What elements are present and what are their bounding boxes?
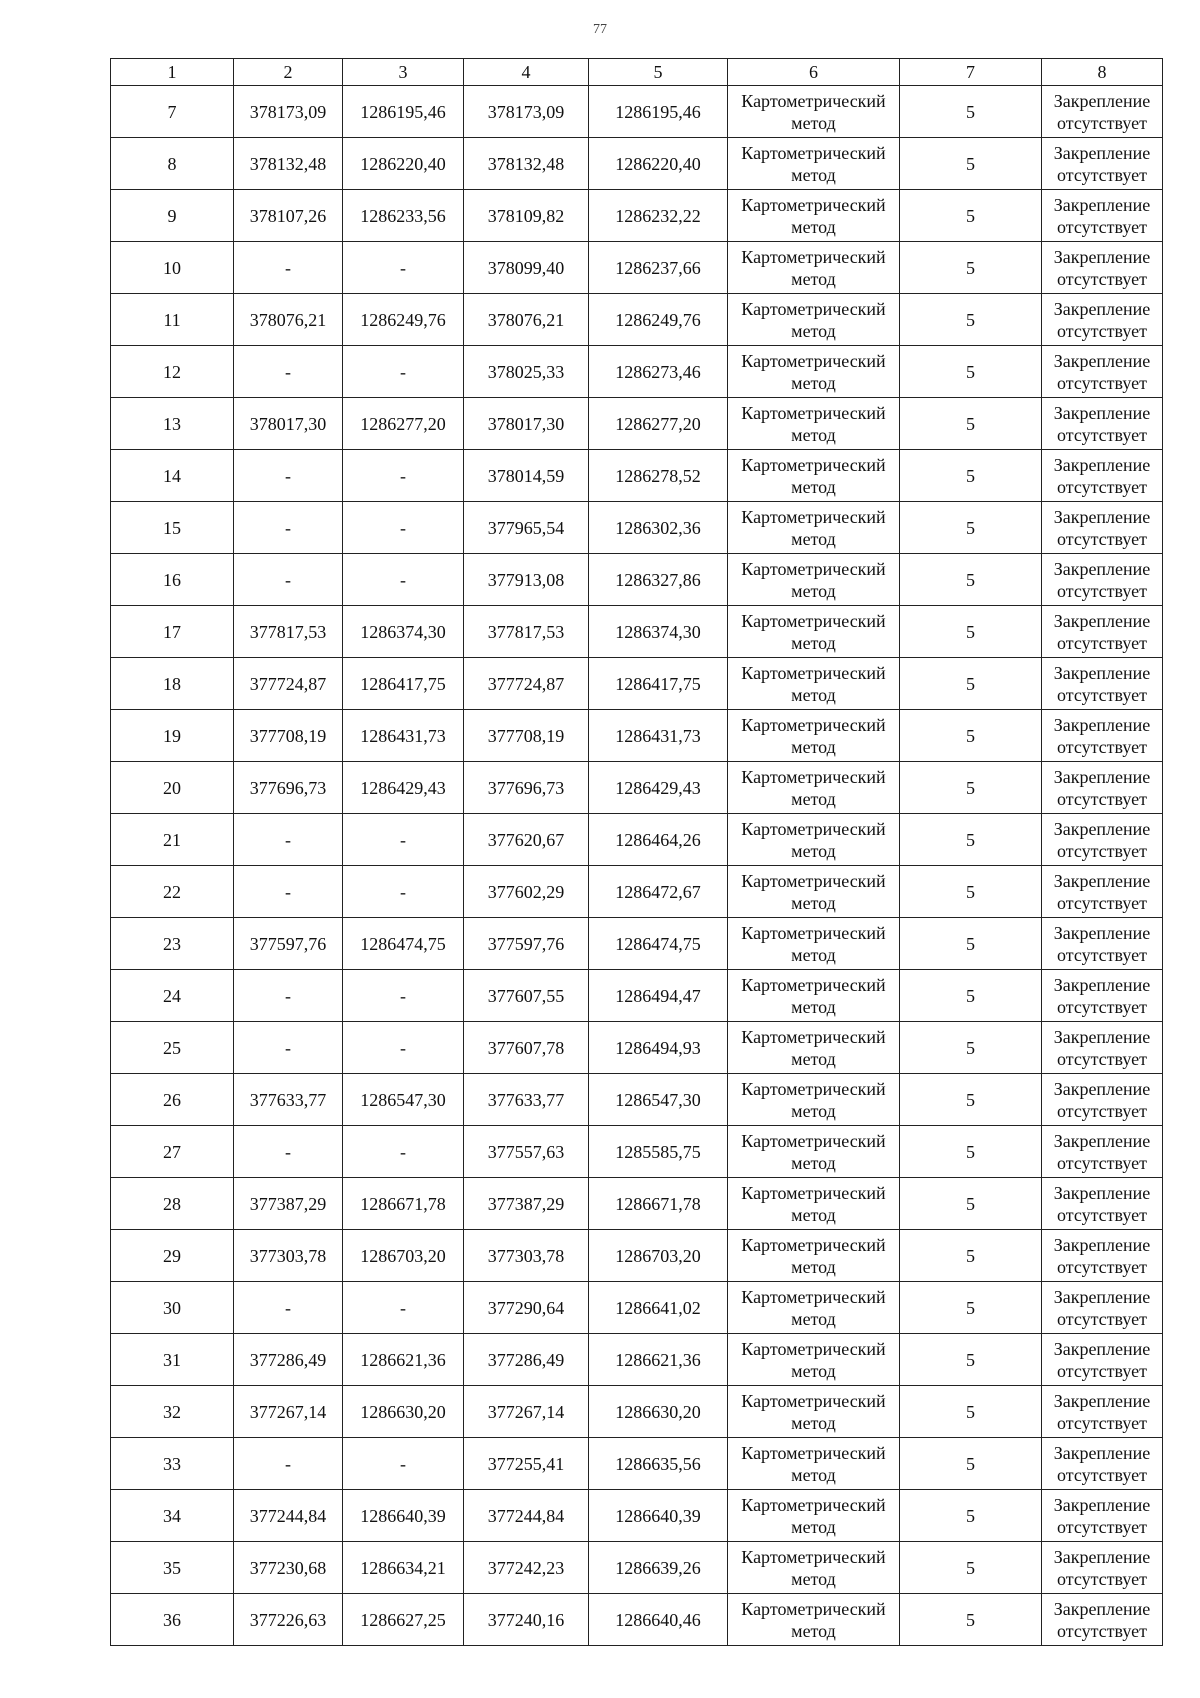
table-row xyxy=(111,1334,1163,1386)
old-x-cell: - xyxy=(234,554,343,606)
column-header: 8 xyxy=(1042,59,1163,86)
table-row xyxy=(111,1490,1163,1542)
new-y-cell: 1286703,20 xyxy=(589,1230,728,1282)
method-cell: Картометрический метод xyxy=(728,138,900,190)
point-number-cell: 32 xyxy=(111,1386,234,1438)
new-x-cell: 377240,16 xyxy=(464,1594,589,1646)
old-x-cell: 377244,84 xyxy=(234,1490,343,1542)
new-x-cell: 377817,53 xyxy=(464,606,589,658)
new-x-cell: 377913,08 xyxy=(464,554,589,606)
new-x-cell: 378076,21 xyxy=(464,294,589,346)
column-header: 6 xyxy=(728,59,900,86)
new-x-cell: 377607,78 xyxy=(464,1022,589,1074)
fixing-cell: Закрепление отсутствует xyxy=(1042,294,1163,346)
old-y-cell: 1286431,73 xyxy=(343,710,464,762)
fixing-cell: Закрепление отсутствует xyxy=(1042,450,1163,502)
table-row xyxy=(111,1178,1163,1230)
table-row xyxy=(111,1438,1163,1490)
accuracy-cell: 5 xyxy=(900,190,1042,242)
table-row xyxy=(111,1126,1163,1178)
old-y-cell: 1286627,25 xyxy=(343,1594,464,1646)
table-row xyxy=(111,1022,1163,1074)
new-y-cell: 1286277,20 xyxy=(589,398,728,450)
accuracy-cell: 5 xyxy=(900,1542,1042,1594)
old-y-cell: - xyxy=(343,1438,464,1490)
table-row xyxy=(111,190,1163,242)
old-y-cell: - xyxy=(343,450,464,502)
table-row xyxy=(111,242,1163,294)
old-x-cell: - xyxy=(234,242,343,294)
accuracy-cell: 5 xyxy=(900,1022,1042,1074)
fixing-cell: Закрепление отсутствует xyxy=(1042,138,1163,190)
old-x-cell: 377230,68 xyxy=(234,1542,343,1594)
fixing-cell: Закрепление отсутствует xyxy=(1042,1438,1163,1490)
fixing-cell: Закрепление отсутствует xyxy=(1042,1334,1163,1386)
accuracy-cell: 5 xyxy=(900,138,1042,190)
new-x-cell: 378099,40 xyxy=(464,242,589,294)
method-cell: Картометрический метод xyxy=(728,1490,900,1542)
new-x-cell: 377602,29 xyxy=(464,866,589,918)
new-y-cell: 1286273,46 xyxy=(589,346,728,398)
new-x-cell: 377557,63 xyxy=(464,1126,589,1178)
old-y-cell: - xyxy=(343,1282,464,1334)
new-x-cell: 378014,59 xyxy=(464,450,589,502)
new-x-cell: 377620,67 xyxy=(464,814,589,866)
accuracy-cell: 5 xyxy=(900,1178,1042,1230)
accuracy-cell: 5 xyxy=(900,1334,1042,1386)
old-y-cell: 1286474,75 xyxy=(343,918,464,970)
new-x-cell: 377633,77 xyxy=(464,1074,589,1126)
new-x-cell: 377267,14 xyxy=(464,1386,589,1438)
old-y-cell: 1286374,30 xyxy=(343,606,464,658)
new-x-cell: 377242,23 xyxy=(464,1542,589,1594)
old-y-cell: 1286233,56 xyxy=(343,190,464,242)
page-number: 77 xyxy=(593,22,607,37)
table-row xyxy=(111,502,1163,554)
point-number-cell: 18 xyxy=(111,658,234,710)
table-row xyxy=(111,398,1163,450)
accuracy-cell: 5 xyxy=(900,762,1042,814)
new-x-cell: 378173,09 xyxy=(464,86,589,138)
old-x-cell: 377696,73 xyxy=(234,762,343,814)
column-header: 3 xyxy=(343,59,464,86)
table-row xyxy=(111,1074,1163,1126)
method-cell: Картометрический метод xyxy=(728,918,900,970)
table-row xyxy=(111,1282,1163,1334)
new-y-cell: 1286635,56 xyxy=(589,1438,728,1490)
old-y-cell: - xyxy=(343,346,464,398)
accuracy-cell: 5 xyxy=(900,1490,1042,1542)
new-y-cell: 1286249,76 xyxy=(589,294,728,346)
new-y-cell: 1286630,20 xyxy=(589,1386,728,1438)
fixing-cell: Закрепление отсутствует xyxy=(1042,554,1163,606)
point-number-cell: 20 xyxy=(111,762,234,814)
new-x-cell: 377286,49 xyxy=(464,1334,589,1386)
point-number-cell: 10 xyxy=(111,242,234,294)
new-x-cell: 377290,64 xyxy=(464,1282,589,1334)
old-x-cell: 377387,29 xyxy=(234,1178,343,1230)
accuracy-cell: 5 xyxy=(900,1594,1042,1646)
new-y-cell: 1286621,36 xyxy=(589,1334,728,1386)
method-cell: Картометрический метод xyxy=(728,814,900,866)
method-cell: Картометрический метод xyxy=(728,1594,900,1646)
old-y-cell: 1286195,46 xyxy=(343,86,464,138)
accuracy-cell: 5 xyxy=(900,710,1042,762)
new-y-cell: 1286302,36 xyxy=(589,502,728,554)
old-x-cell: - xyxy=(234,450,343,502)
old-x-cell: 377303,78 xyxy=(234,1230,343,1282)
old-x-cell: - xyxy=(234,814,343,866)
old-x-cell: 377267,14 xyxy=(234,1386,343,1438)
table-row xyxy=(111,86,1163,138)
point-number-cell: 16 xyxy=(111,554,234,606)
fixing-cell: Закрепление отсутствует xyxy=(1042,710,1163,762)
method-cell: Картометрический метод xyxy=(728,1438,900,1490)
point-number-cell: 21 xyxy=(111,814,234,866)
method-cell: Картометрический метод xyxy=(728,1022,900,1074)
new-x-cell: 377708,19 xyxy=(464,710,589,762)
new-x-cell: 377607,55 xyxy=(464,970,589,1022)
new-y-cell: 1286237,66 xyxy=(589,242,728,294)
fixing-cell: Закрепление отсутствует xyxy=(1042,1022,1163,1074)
old-x-cell: 377724,87 xyxy=(234,658,343,710)
method-cell: Картометрический метод xyxy=(728,86,900,138)
fixing-cell: Закрепление отсутствует xyxy=(1042,1074,1163,1126)
old-x-cell: 377597,76 xyxy=(234,918,343,970)
accuracy-cell: 5 xyxy=(900,1126,1042,1178)
method-cell: Картометрический метод xyxy=(728,294,900,346)
accuracy-cell: 5 xyxy=(900,1074,1042,1126)
old-x-cell: 378107,26 xyxy=(234,190,343,242)
old-y-cell: 1286630,20 xyxy=(343,1386,464,1438)
point-number-cell: 31 xyxy=(111,1334,234,1386)
method-cell: Картометрический метод xyxy=(728,710,900,762)
old-x-cell: 378076,21 xyxy=(234,294,343,346)
old-x-cell: 377817,53 xyxy=(234,606,343,658)
table-row xyxy=(111,1542,1163,1594)
new-x-cell: 377965,54 xyxy=(464,502,589,554)
point-number-cell: 26 xyxy=(111,1074,234,1126)
new-y-cell: 1286417,75 xyxy=(589,658,728,710)
column-header: 2 xyxy=(234,59,343,86)
point-number-cell: 13 xyxy=(111,398,234,450)
new-y-cell: 1286327,86 xyxy=(589,554,728,606)
accuracy-cell: 5 xyxy=(900,1438,1042,1490)
fixing-cell: Закрепление отсутствует xyxy=(1042,502,1163,554)
old-y-cell: - xyxy=(343,1126,464,1178)
old-y-cell: 1286640,39 xyxy=(343,1490,464,1542)
table-row xyxy=(111,814,1163,866)
point-number-cell: 36 xyxy=(111,1594,234,1646)
new-y-cell: 1286494,93 xyxy=(589,1022,728,1074)
old-y-cell: 1286547,30 xyxy=(343,1074,464,1126)
new-x-cell: 377255,41 xyxy=(464,1438,589,1490)
table-row xyxy=(111,658,1163,710)
method-cell: Картометрический метод xyxy=(728,1334,900,1386)
accuracy-cell: 5 xyxy=(900,554,1042,606)
old-y-cell: 1286671,78 xyxy=(343,1178,464,1230)
fixing-cell: Закрепление отсутствует xyxy=(1042,606,1163,658)
accuracy-cell: 5 xyxy=(900,502,1042,554)
table-body xyxy=(111,86,1163,1646)
method-cell: Картометрический метод xyxy=(728,502,900,554)
old-x-cell: 377708,19 xyxy=(234,710,343,762)
table-row xyxy=(111,762,1163,814)
fixing-cell: Закрепление отсутствует xyxy=(1042,970,1163,1022)
new-x-cell: 377597,76 xyxy=(464,918,589,970)
column-header: 1 xyxy=(111,59,234,86)
table-row xyxy=(111,1386,1163,1438)
table-header-row xyxy=(111,59,1163,86)
old-x-cell: - xyxy=(234,1438,343,1490)
accuracy-cell: 5 xyxy=(900,346,1042,398)
coordinates-table xyxy=(110,58,1163,1646)
method-cell: Картометрический метод xyxy=(728,762,900,814)
new-y-cell: 1286671,78 xyxy=(589,1178,728,1230)
fixing-cell: Закрепление отсутствует xyxy=(1042,1594,1163,1646)
old-y-cell: - xyxy=(343,866,464,918)
new-y-cell: 1286640,39 xyxy=(589,1490,728,1542)
point-number-cell: 35 xyxy=(111,1542,234,1594)
fixing-cell: Закрепление отсутствует xyxy=(1042,658,1163,710)
old-y-cell: 1286621,36 xyxy=(343,1334,464,1386)
accuracy-cell: 5 xyxy=(900,1386,1042,1438)
old-x-cell: - xyxy=(234,1282,343,1334)
point-number-cell: 11 xyxy=(111,294,234,346)
old-x-cell: 378017,30 xyxy=(234,398,343,450)
new-x-cell: 378025,33 xyxy=(464,346,589,398)
point-number-cell: 17 xyxy=(111,606,234,658)
fixing-cell: Закрепление отсутствует xyxy=(1042,1386,1163,1438)
table-row xyxy=(111,970,1163,1022)
method-cell: Картометрический метод xyxy=(728,398,900,450)
old-x-cell: - xyxy=(234,1126,343,1178)
new-y-cell: 1286232,22 xyxy=(589,190,728,242)
fixing-cell: Закрепление отсутствует xyxy=(1042,398,1163,450)
accuracy-cell: 5 xyxy=(900,242,1042,294)
column-header: 5 xyxy=(589,59,728,86)
method-cell: Картометрический метод xyxy=(728,1178,900,1230)
method-cell: Картометрический метод xyxy=(728,866,900,918)
new-x-cell: 378132,48 xyxy=(464,138,589,190)
new-y-cell: 1286220,40 xyxy=(589,138,728,190)
old-x-cell: 377633,77 xyxy=(234,1074,343,1126)
point-number-cell: 33 xyxy=(111,1438,234,1490)
new-y-cell: 1286639,26 xyxy=(589,1542,728,1594)
fixing-cell: Закрепление отсутствует xyxy=(1042,762,1163,814)
table-row xyxy=(111,918,1163,970)
new-y-cell: 1286494,47 xyxy=(589,970,728,1022)
accuracy-cell: 5 xyxy=(900,918,1042,970)
old-y-cell: 1286220,40 xyxy=(343,138,464,190)
old-x-cell: 378173,09 xyxy=(234,86,343,138)
table-row xyxy=(111,138,1163,190)
old-y-cell: - xyxy=(343,970,464,1022)
new-y-cell: 1286464,26 xyxy=(589,814,728,866)
point-number-cell: 28 xyxy=(111,1178,234,1230)
fixing-cell: Закрепление отсутствует xyxy=(1042,346,1163,398)
fixing-cell: Закрепление отсутствует xyxy=(1042,1282,1163,1334)
old-y-cell: 1286429,43 xyxy=(343,762,464,814)
method-cell: Картометрический метод xyxy=(728,554,900,606)
point-number-cell: 22 xyxy=(111,866,234,918)
old-x-cell: 378132,48 xyxy=(234,138,343,190)
fixing-cell: Закрепление отсутствует xyxy=(1042,1542,1163,1594)
accuracy-cell: 5 xyxy=(900,658,1042,710)
new-y-cell: 1286431,73 xyxy=(589,710,728,762)
new-y-cell: 1286374,30 xyxy=(589,606,728,658)
old-y-cell: - xyxy=(343,814,464,866)
point-number-cell: 7 xyxy=(111,86,234,138)
fixing-cell: Закрепление отсутствует xyxy=(1042,1490,1163,1542)
point-number-cell: 30 xyxy=(111,1282,234,1334)
fixing-cell: Закрепление отсутствует xyxy=(1042,866,1163,918)
fixing-cell: Закрепление отсутствует xyxy=(1042,918,1163,970)
old-x-cell: - xyxy=(234,502,343,554)
point-number-cell: 27 xyxy=(111,1126,234,1178)
method-cell: Картометрический метод xyxy=(728,450,900,502)
method-cell: Картометрический метод xyxy=(728,658,900,710)
point-number-cell: 14 xyxy=(111,450,234,502)
new-x-cell: 378109,82 xyxy=(464,190,589,242)
accuracy-cell: 5 xyxy=(900,1282,1042,1334)
fixing-cell: Закрепление отсутствует xyxy=(1042,1126,1163,1178)
method-cell: Картометрический метод xyxy=(728,1230,900,1282)
new-y-cell: 1286547,30 xyxy=(589,1074,728,1126)
old-y-cell: - xyxy=(343,242,464,294)
new-x-cell: 377387,29 xyxy=(464,1178,589,1230)
point-number-cell: 23 xyxy=(111,918,234,970)
method-cell: Картометрический метод xyxy=(728,1542,900,1594)
point-number-cell: 8 xyxy=(111,138,234,190)
new-y-cell: 1286429,43 xyxy=(589,762,728,814)
old-x-cell: - xyxy=(234,346,343,398)
method-cell: Картометрический метод xyxy=(728,606,900,658)
fixing-cell: Закрепление отсутствует xyxy=(1042,814,1163,866)
old-y-cell: - xyxy=(343,554,464,606)
old-y-cell: 1286417,75 xyxy=(343,658,464,710)
old-x-cell: - xyxy=(234,970,343,1022)
point-number-cell: 15 xyxy=(111,502,234,554)
old-x-cell: - xyxy=(234,1022,343,1074)
old-y-cell: 1286634,21 xyxy=(343,1542,464,1594)
new-y-cell: 1286472,67 xyxy=(589,866,728,918)
method-cell: Картометрический метод xyxy=(728,346,900,398)
point-number-cell: 12 xyxy=(111,346,234,398)
table-row xyxy=(111,710,1163,762)
accuracy-cell: 5 xyxy=(900,866,1042,918)
fixing-cell: Закрепление отсутствует xyxy=(1042,86,1163,138)
new-x-cell: 377724,87 xyxy=(464,658,589,710)
point-number-cell: 34 xyxy=(111,1490,234,1542)
table-row xyxy=(111,1230,1163,1282)
new-x-cell: 378017,30 xyxy=(464,398,589,450)
method-cell: Картометрический метод xyxy=(728,242,900,294)
accuracy-cell: 5 xyxy=(900,294,1042,346)
method-cell: Картометрический метод xyxy=(728,970,900,1022)
fixing-cell: Закрепление отсутствует xyxy=(1042,190,1163,242)
method-cell: Картометрический метод xyxy=(728,1386,900,1438)
new-y-cell: 1285585,75 xyxy=(589,1126,728,1178)
new-y-cell: 1286474,75 xyxy=(589,918,728,970)
table-row xyxy=(111,294,1163,346)
table-row xyxy=(111,1594,1163,1646)
accuracy-cell: 5 xyxy=(900,606,1042,658)
point-number-cell: 29 xyxy=(111,1230,234,1282)
new-y-cell: 1286278,52 xyxy=(589,450,728,502)
table-row xyxy=(111,346,1163,398)
method-cell: Картометрический метод xyxy=(728,190,900,242)
method-cell: Картометрический метод xyxy=(728,1074,900,1126)
table-row xyxy=(111,450,1163,502)
accuracy-cell: 5 xyxy=(900,814,1042,866)
table-row xyxy=(111,606,1163,658)
column-header: 4 xyxy=(464,59,589,86)
new-y-cell: 1286195,46 xyxy=(589,86,728,138)
old-x-cell: 377226,63 xyxy=(234,1594,343,1646)
table-row xyxy=(111,554,1163,606)
new-x-cell: 377696,73 xyxy=(464,762,589,814)
point-number-cell: 24 xyxy=(111,970,234,1022)
accuracy-cell: 5 xyxy=(900,450,1042,502)
method-cell: Картометрический метод xyxy=(728,1126,900,1178)
point-number-cell: 9 xyxy=(111,190,234,242)
old-x-cell: 377286,49 xyxy=(234,1334,343,1386)
new-x-cell: 377303,78 xyxy=(464,1230,589,1282)
old-y-cell: - xyxy=(343,1022,464,1074)
new-x-cell: 377244,84 xyxy=(464,1490,589,1542)
point-number-cell: 19 xyxy=(111,710,234,762)
fixing-cell: Закрепление отсутствует xyxy=(1042,1178,1163,1230)
new-y-cell: 1286640,46 xyxy=(589,1594,728,1646)
accuracy-cell: 5 xyxy=(900,1230,1042,1282)
fixing-cell: Закрепление отсутствует xyxy=(1042,242,1163,294)
table-row xyxy=(111,866,1163,918)
point-number-cell: 25 xyxy=(111,1022,234,1074)
accuracy-cell: 5 xyxy=(900,86,1042,138)
old-y-cell: 1286703,20 xyxy=(343,1230,464,1282)
method-cell: Картометрический метод xyxy=(728,1282,900,1334)
old-x-cell: - xyxy=(234,866,343,918)
old-y-cell: 1286277,20 xyxy=(343,398,464,450)
column-header: 7 xyxy=(900,59,1042,86)
accuracy-cell: 5 xyxy=(900,970,1042,1022)
new-y-cell: 1286641,02 xyxy=(589,1282,728,1334)
old-y-cell: 1286249,76 xyxy=(343,294,464,346)
fixing-cell: Закрепление отсутствует xyxy=(1042,1230,1163,1282)
accuracy-cell: 5 xyxy=(900,398,1042,450)
old-y-cell: - xyxy=(343,502,464,554)
